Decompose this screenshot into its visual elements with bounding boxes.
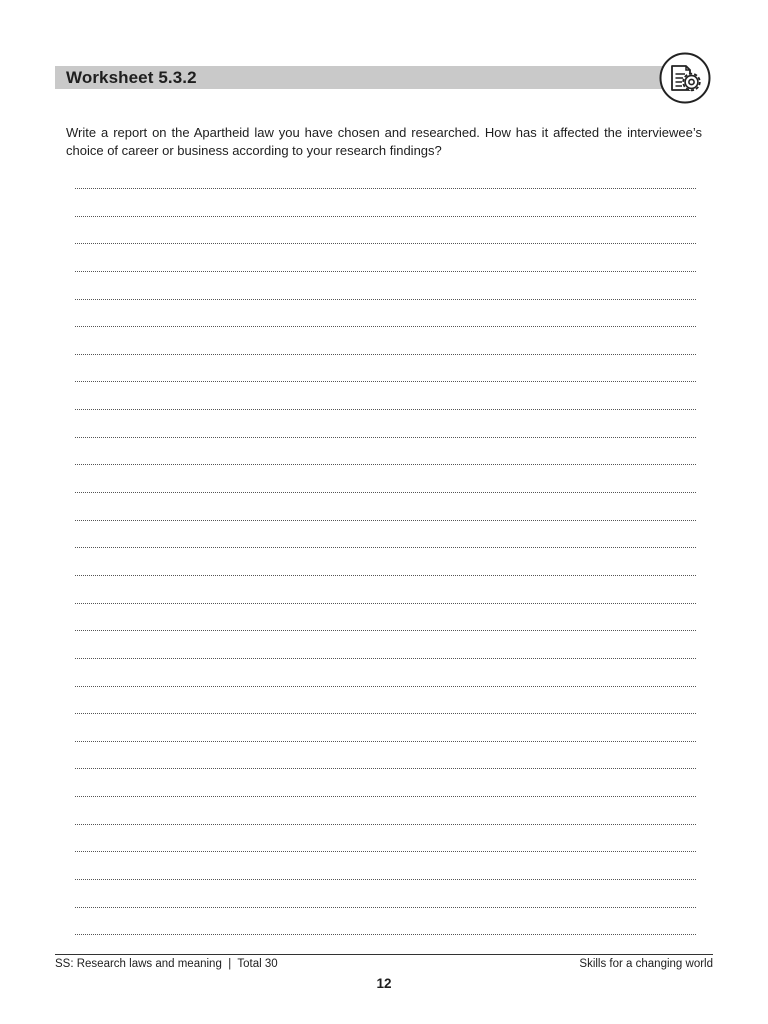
answer-line[interactable]: [75, 568, 696, 596]
answer-lines-area[interactable]: [75, 181, 696, 955]
answer-line[interactable]: [75, 347, 696, 375]
answer-line[interactable]: [75, 513, 696, 541]
footer-divider: [55, 954, 713, 955]
answer-line[interactable]: [75, 457, 696, 485]
answer-line[interactable]: [75, 430, 696, 458]
answer-line[interactable]: [75, 374, 696, 402]
worksheet-title-bar: [55, 66, 670, 89]
answer-line[interactable]: [75, 844, 696, 872]
answer-line[interactable]: [75, 706, 696, 734]
worksheet-title: Worksheet 5.3.2: [66, 68, 197, 87]
page-number: 12: [376, 976, 392, 991]
answer-line[interactable]: [75, 817, 696, 845]
answer-line[interactable]: [75, 181, 696, 209]
answer-line[interactable]: [75, 900, 696, 928]
report-settings-icon: [659, 52, 711, 104]
answer-line[interactable]: [75, 596, 696, 624]
answer-line[interactable]: [75, 734, 696, 762]
answer-line[interactable]: [75, 292, 696, 320]
answer-line[interactable]: [75, 872, 696, 900]
answer-line[interactable]: [75, 651, 696, 679]
footer-course-info: SS: Research laws and meaning | Total 30: [55, 958, 278, 970]
worksheet-instructions: Write a report on the Apartheid law you have chosen and researched. How has it affected the interviewee’s choice of career or business according to your research findings?: [66, 125, 702, 158]
answer-line[interactable]: [75, 761, 696, 789]
footer-series-title: Skills for a changing world: [579, 958, 713, 970]
answer-line[interactable]: [75, 485, 696, 513]
answer-line[interactable]: [75, 209, 696, 237]
answer-line[interactable]: [75, 540, 696, 568]
answer-line[interactable]: [75, 402, 696, 430]
answer-line[interactable]: [75, 789, 696, 817]
answer-line[interactable]: [75, 679, 696, 707]
answer-line[interactable]: [75, 927, 696, 955]
answer-line[interactable]: [75, 319, 696, 347]
answer-line[interactable]: [75, 264, 696, 292]
answer-line[interactable]: [75, 236, 696, 264]
answer-line[interactable]: [75, 623, 696, 651]
